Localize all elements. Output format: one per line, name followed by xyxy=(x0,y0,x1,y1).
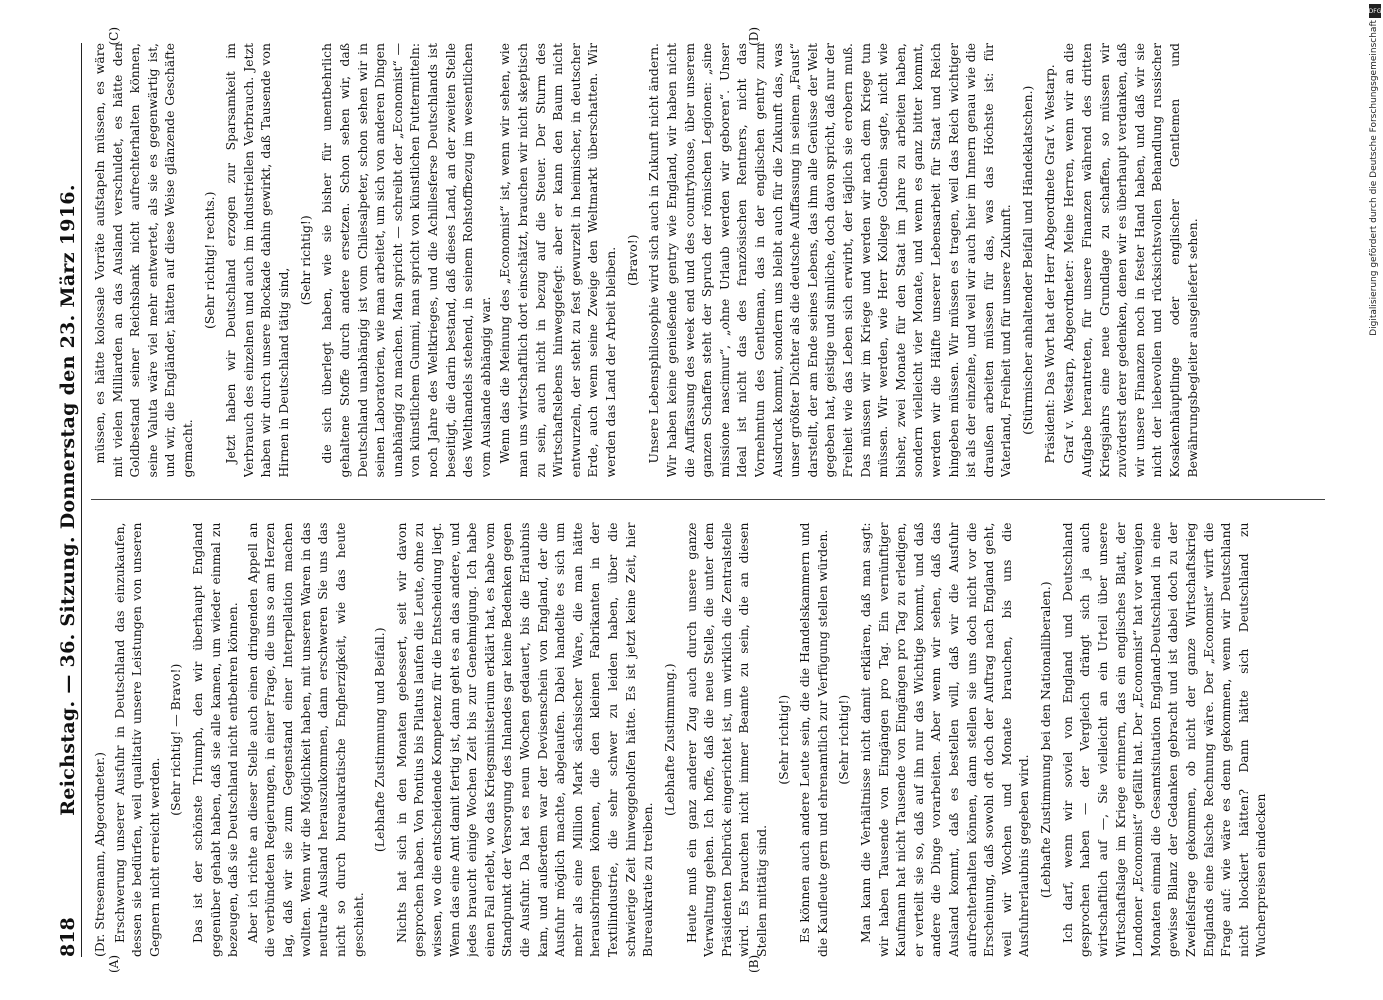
paragraph: Unsere Lebensphilosophie wird sich auch in Zukunft nicht ändern. Wir haben keine genießende gentry wie England, wir haben nicht die Auffassung des week end und des countryhouse, über unserem ganzen Schaffen steht der Spruch der römischen Legionen: „sine missione nascimur“, „ohne Urlaub werden wir geboren“. Unser Ideal ist nicht das des französischen Rentners, nicht das Vornehmtun des Gentleman, das in der englischen gentry zum Ausdruck kommt, sondern uns bleibt auch für die Zukunft das, was unser größter Dichter als die deutsche Auffassung in seinem „Faust“ darstellt, der am Ende seines Lebens, das ihm alle Genüsse der Welt gegeben hat, geistige und sinnliche, doch davon spricht, daß nur der Freiheit wie das Leben sich erwirbt, der täglich sie erobern muß. Das müssen wir im Kriege und werden wir nach dem Kriege tun müssen. Wir werden, wie Herr Kollege Gothein sagte, nicht wie bisher, zwei Monate für den Staat im Jahre zu arbeiten haben, sondern vielleicht vier Monate, und wenn es ganz bitter kommt, werden wir die Hälfte unserer Lebensarbeit für Staat und Reich hingeben müssen. Wir müssen es tragen, weil das Reich wichtiger ist als der einzelne, und weil wir auch hier im Innern genau wie die draußen arbeiten müssen für das, was das Höchste ist: für Vaterland, Freiheit und für unsere Zukunft. xyxy=(645,43,1013,478)
page-number: 818 xyxy=(56,917,79,957)
page-title: Reichstag. — 36. Sitzung. Donnerstag den 23. März 1916. xyxy=(56,184,79,816)
page-header xyxy=(55,43,82,957)
paragraph: (Stürmischer anhaltender Beifall und Händeklatschen.) xyxy=(1019,85,1035,435)
paragraph: Aber ich richte an dieser Stelle auch einen dringenden Appell an die verbündeten Regierungen, in einer Frage, die uns so am Herzen lag, daß wir sie zum Gegenstand einer Interpellation machen wollten. Wenn wir die Möglichkeit haben, mit unseren Waren in das neutrale Ausland herauszukommen, dann erschweren Sie uns das nicht so durch bureaukratische Engherzigkeit, wie das heute geschieht. xyxy=(244,522,366,957)
paragraph: Jetzt haben wir Deutschland erzogen zur Sparsamkeit im Verbrauch des einzelnen und auch im industriellen Verbrauch. Jetzt haben wir durch unsere Blockade dahin gewirkt, daß Tausende von Hirnen in Deutschland tätig sind, xyxy=(222,43,291,478)
paragraph: (Lebhafte Zustimmung bei den Nationalliberalen.) xyxy=(1037,581,1053,899)
text-columns xyxy=(91,43,1325,957)
paragraph: (Sehr richtig! rechts.) xyxy=(201,191,217,329)
paragraph: Wenn das die Meinung des „Economist“ ist, wenn wir sehen, wie man uns wirtschaftlich dort einschätzt, brauchen wir nicht skeptisch zu sein, auch nicht in bezug auf die Steuer. Der Sturm des Wirtschaftslebens hinweggefegt: aber er kann den Baum nicht entwurzeln, der steht zu fest gewurzelt in heimischer, in deutscher Erde, auch wenn seine Zweige den Weltmarkt überschatten. Wir werden das Land der Arbeit bleiben. xyxy=(496,43,618,478)
column-divider xyxy=(91,500,1325,501)
rotated-document-page xyxy=(47,25,1337,975)
paragraph: Man kann die Verhältnisse nicht damit erklären, daß man sagt: wir haben Tausende von Eingängen pro Tag. Ein vernünftiger Kaufmann hat nicht Tausende von Eingängen pro Tag zu erledigen, er verteilt sie so, daß auf ihn nur das Wichtige kommt, und daß andere die Dinge vorarbeiten. Aber wenn wir sehen, daß das Ausland kommt, daß es bestellen will, daß wir die Ausfuhr aufrechterhalten können, dann stellen sie uns doch nicht vor die Erscheinung, daß sowohl oft doch der Auftrag nach England geht, weil wir Wochen und Monate brauchen, bis uns die Ausfuhrerlaubnis gegeben wird. xyxy=(857,522,1031,957)
paragraph: Es können auch andere Leute sein, die die Handelskammern und die Kaufleute gern und ehrenamtlich zur Verfügung stellen würden. xyxy=(796,522,830,957)
paragraph: die sich überlegt haben, wie sie bisher für unentbehrlich gehaltene Stoffe durch andere ersetzen. Schon sehen wir, daß Deutschland unabhängig ist vom Chilesalpeter, schon sehen wir in seinen Laboratorien, wie man arbeitet, um sich von anderen Dingen unabhängig zu machen. Man spricht — schreibt der „Economist“ — von künstlichem Gummi, man spricht von künstlichen Futtermitteln: noch Jahre des Weltkrieges, und die Achillesferse Deutschlands ist beseitigt, die darin bestand, daß dieses Land, an der zweiten Stelle des Welthandels stehend, in seinem Rohstoffbezug im wesentlichen vom Auslande abhängig war. xyxy=(318,43,493,478)
paragraph: Erschwerung unserer Ausfuhr in Deutschland das einzukaufen, dessen sie bedürfen, weil qualitativ unsere Leistungen von unseren Gegnern nicht erreicht werden. xyxy=(111,522,162,957)
paragraph: (Sehr richtig!) xyxy=(835,694,851,785)
margin-marker-b: (B) xyxy=(746,954,761,973)
right-column xyxy=(91,43,1325,478)
paragraph: (Sehr richtig! — Bravo!) xyxy=(167,663,183,816)
paragraph: Präsident: Das Wort hat der Herr Abgeordnete Graf v. Westarp. xyxy=(1041,64,1057,464)
paragraph: (Sehr richtig!) xyxy=(775,694,791,785)
paragraph: Graf v. Westarp, Abgeordneter: Meine Herren, wenn wir an die Aufgabe herantreten, für unsere Finanzen während des dritten Kriegsjahrs eine neue Grundlage zu schaffen, so müssen wir zuvörderst derer gedenken, denen wir es überhaupt verdanken, daß wir unsere Finanzen noch in fester Hand haben, und daß wir sie nicht der liebevollen und rücksichtsvollen Behandlung russischer Kosakenhäuptlinge oder englischer Gentlemen und Bewährungsbegleiter ausgeliefert sehen. xyxy=(1060,43,1200,478)
paragraph: (Sehr richtig!) xyxy=(297,215,313,306)
digitization-note: Digitalisierung gefördert durch die Deutsche Forschungsgemeinschaft xyxy=(1369,20,1379,336)
paragraph: (Bravo!) xyxy=(624,234,640,287)
dfg-logo: DFG xyxy=(1369,4,1381,18)
paragraph: müssen, es hätte kolossale Vorräte aufstapeln müssen, es wäre mit vielen Milliarden an das Ausland verschuldet, es hätte den Goldbestand seiner Reichsbank nicht aufrechterhalten können, seine Valuta wäre viel mehr entwertet, als sie es gegenwärtig ist, und wir, die Engländer, hätten auf diese Weise glänzende Geschäfte gemacht. xyxy=(91,43,195,478)
margin-marker-d: (D) xyxy=(746,27,761,46)
paragraph: Ich darf, wenn wir soviel von England und Deutschland gesprochen haben — der Vergleich drängt sich ja auch wirtschaftlich auf —, Sie vielleicht an ein Urteil über unsere Wirtschaftslage im Kriege erinnern, das ein englisches Blatt, der Londoner „Economist“ gefällt hat. Der „Economist“ hat vor wenigen Monaten einmal die Gesamtsituation England-Deutschland in eine gewisse Bilanz der Gedanken gebracht und ist dabei doch zu der Zweifelsfrage gekommen, ob nicht der ganze Wirtschaftskrieg Englands eine falsche Rechnung wäre. Der „Economist“ wirft die Frage auf: wie wäre es denn gekommen, wenn wir Deutschland nicht blockiert hätten? Dann hätte sich Deutschland zu Wucherpreisen eindecken xyxy=(1059,522,1268,957)
margin-marker-a: (A) xyxy=(106,954,121,973)
paragraph: Das ist der schönste Triumph, den wir überhaupt England gegenüber gehabt haben, daß sie alle kamen, um wieder einmal zu bezeugen, daß sie Deutschland nicht entbehren können. xyxy=(189,522,240,957)
margin-marker-c: (C) xyxy=(106,27,121,46)
speaker-line: (Dr. Stresemann, Abgeordneter.) xyxy=(91,751,107,957)
paragraph: (Lebhafte Zustimmung und Beifall.) xyxy=(371,627,387,853)
paragraph: (Lebhafte Zustimmung.) xyxy=(661,663,677,817)
left-column xyxy=(91,523,1325,958)
paragraph: Nichts hat sich in den Monaten gebessert, seit wir davon gesprochen haben. Von Pontius bis Pilatus laufen die Leute, ohne zu wissen, wo die entscheidende Kompetenz für die Entscheidung liegt. Wenn das eine Amt damit fertig ist, dann geht es an das andere, und jedes braucht einige Wochen Zeit bis zur Genehmigung. Ich habe einen Fall erlebt, wo das Kriegsministerium erklärt hat, es habe vom Standpunkt der Versorgung des Inlandes gar keine Bedenken gegen die Ausfuhr. Da hat es neun Wochen gedauert, bis die Erlaubnis kam, und außerdem war der Devisenschein von England, der die Ausfuhr möglich machte, abgelaufen. Dabei handelte es sich um mehr als eine Million Mark sächsischer Ware, die man hätte herausbringen können, die den kleinen Fabrikanten in der Textilindustrie, die sehr schwer zu leiden haben, über die schwierige Zeit hinweggeholfen hätte. Es ist jetzt keine Zeit, hier Bureaukratie zu treiben. xyxy=(393,522,655,957)
paragraph: Heute muß ein ganz anderer Zug auch durch unsere ganze Verwaltung gehen. Ich hoffe, daß die neue Stelle, die unter dem Präsidenten Delbrück eingerichtet ist, um wirklich die Zentralstelle wird. Es brauchen nicht immer Beamte zu sein, die an diesen Stellen mittätig sind. xyxy=(683,522,769,957)
